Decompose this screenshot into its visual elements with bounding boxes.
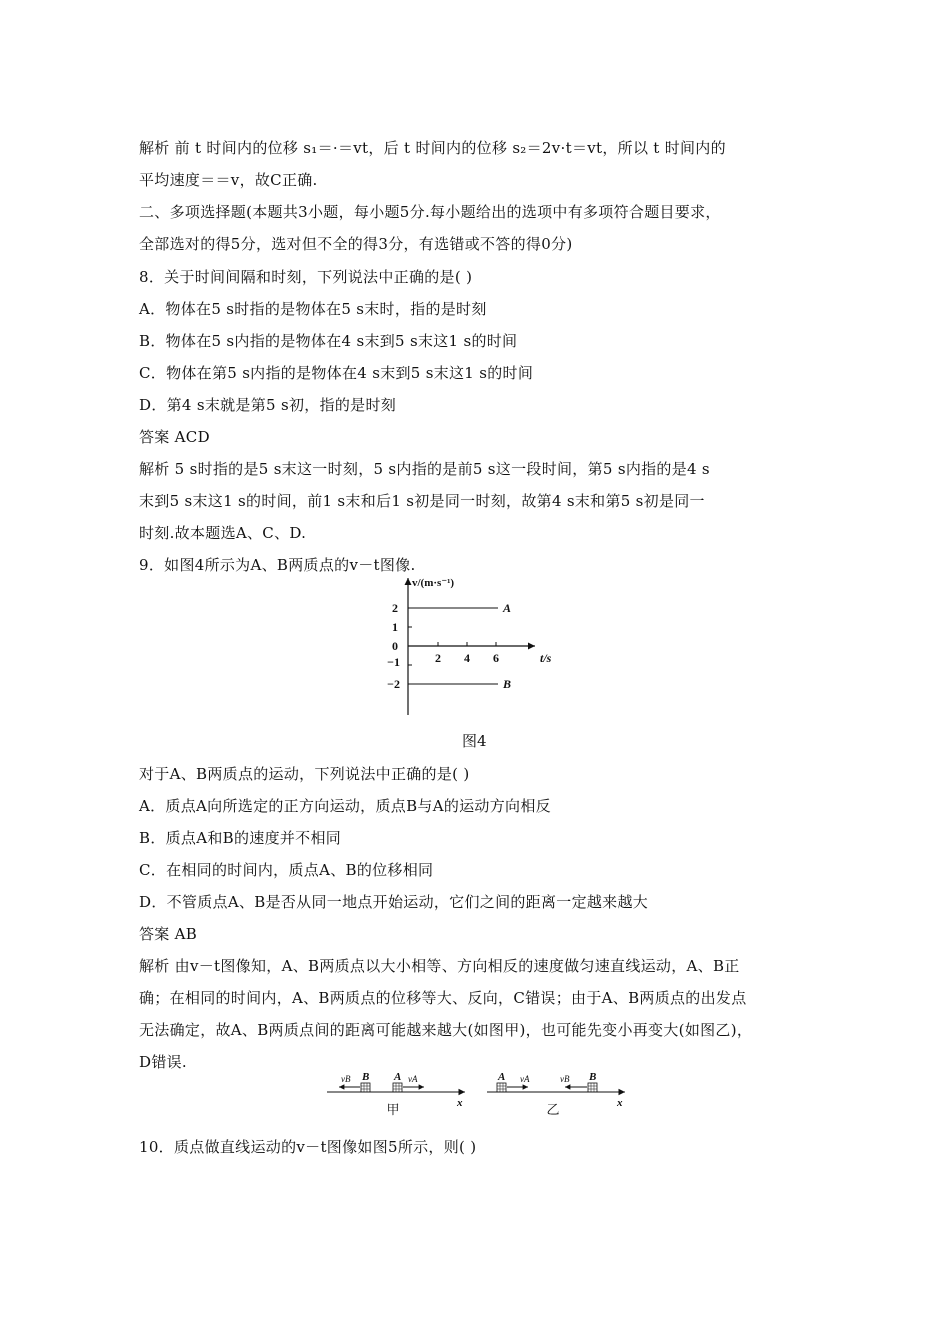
x-axis-label: x: [457, 1097, 463, 1109]
block-a-label: A: [394, 1071, 402, 1083]
solution-line: 解析 5 s时指的是5 s末这一时刻，5 s内指的是前5 s这一段时间，第5 s内指的是4 s: [139, 460, 710, 478]
solution-line: 末到5 s末这1 s的时间，前1 s末和后1 s初是同一时刻，故第4 s末和第5 s初是同一: [139, 492, 705, 510]
solution-line: D错误.: [139, 1053, 187, 1071]
answer: 答案 ACD: [139, 428, 210, 446]
option-d: D．第4 s末就是第5 s初，指的是时刻: [139, 396, 397, 414]
velocity-b-label: vB: [341, 1074, 351, 1084]
solution-line: 时刻.故本题选A、C、D.: [139, 524, 307, 542]
figure-caption: 图4: [462, 732, 487, 750]
section-heading: 二、多项选择题(本题共3小题，每小题5分.每小题给出的选项中有多项符合题目要求，: [139, 203, 721, 221]
x-tick-label: 2: [435, 651, 441, 665]
block-a-label: A: [498, 1071, 506, 1083]
solution-line: 确；在相同的时间内，A、B两质点的位移等大、反向，C错误；由于A、B两质点的出发点: [139, 989, 747, 1007]
option-a: A．质点A向所选定的正方向运动，质点B与A的运动方向相反: [139, 797, 551, 815]
x-axis-label: x: [617, 1097, 623, 1109]
option-c: C．物体在第5 s内指的是物体在4 s末到5 s末这1 s的时间: [139, 364, 534, 382]
velocity-a-label: vA: [520, 1074, 530, 1084]
line-a-label: A: [503, 601, 512, 615]
y-tick-label: 2: [392, 601, 398, 615]
question-10: 10．质点做直线运动的v－t图像如图5所示，则( ): [139, 1138, 477, 1156]
y-axis-label: v/(m·s⁻¹): [412, 577, 455, 589]
x-tick-label: 4: [464, 651, 470, 665]
answer: 答案 AB: [139, 925, 198, 943]
question-8: 8．关于时间间隔和时刻，下列说法中正确的是( ): [139, 268, 473, 286]
option-b: B．物体在5 s内指的是物体在4 s末到5 s末这1 s的时间: [139, 332, 518, 350]
block-b-label: B: [362, 1071, 370, 1083]
y-tick-label: −1: [387, 655, 400, 669]
option-b: B．质点A和B的速度并不相同: [139, 829, 342, 847]
velocity-a-label: vA: [408, 1074, 418, 1084]
vt-graph: [360, 570, 560, 720]
diagram-caption: 甲: [386, 1102, 400, 1117]
solution-line: 解析 前 t 时间内的位移 s₁＝·＝vt，后 t 时间内的位移 s₂＝2v·t＝vt，所以 t 时间内的: [139, 139, 726, 157]
question-9-prompt: 对于A、B两质点的运动，下列说法中正确的是( ): [139, 765, 470, 783]
section-heading: 全部选对的得5分，选对但不全的得3分，有选错或不答的得0分): [139, 235, 573, 253]
diagram-jia: [325, 1070, 475, 1120]
block-b-label: B: [589, 1071, 597, 1083]
y-tick-label: 1: [392, 620, 398, 634]
velocity-b-label: vB: [560, 1074, 570, 1084]
y-tick-label: −2: [387, 677, 400, 691]
solution-line: 无法确定，故A、B两质点间的距离可能越来越大(如图甲)，也可能先变小再变大(如图乙)，: [139, 1021, 753, 1039]
solution-line: 平均速度＝＝v，故C正确.: [139, 171, 318, 189]
diagram-caption: 乙: [546, 1102, 560, 1117]
option-a: A．物体在5 s时指的是物体在5 s末时，指的是时刻: [139, 300, 487, 318]
option-d: D．不管质点A、B是否从同一地点开始运动，它们之间的距离一定越来越大: [139, 893, 649, 911]
option-c: C．在相同的时间内，质点A、B的位移相同: [139, 861, 434, 879]
diagram-yi: [485, 1070, 635, 1120]
question-9: 9．如图4所示为A、B两质点的v－t图像.: [139, 556, 416, 574]
x-tick-label: 6: [493, 651, 499, 665]
line-b-label: B: [503, 677, 512, 691]
x-axis-label: t/s: [540, 651, 552, 665]
solution-line: 解析 由v－t图像知，A、B两质点以大小相等、方向相反的速度做匀速直线运动，A、B正: [139, 957, 740, 975]
y-tick-label: 0: [392, 639, 398, 653]
